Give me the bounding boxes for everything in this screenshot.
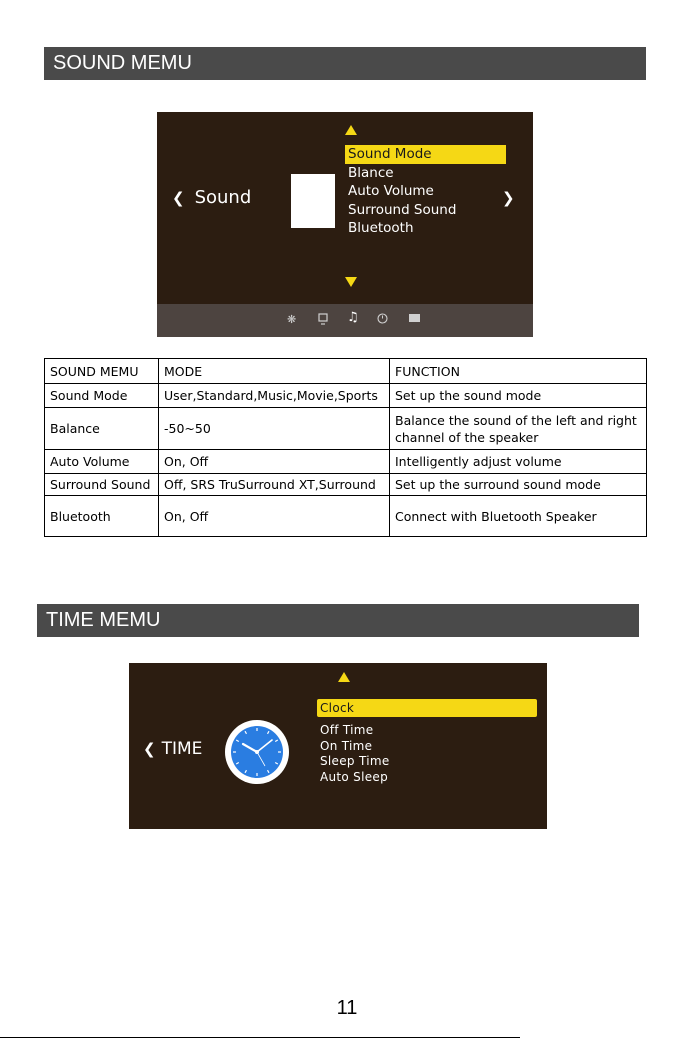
bottom-rule [0,1037,520,1038]
menu-item-on-time[interactable]: On Time [320,738,373,753]
table-row [45,450,647,474]
time-menu-header: TIME MEMU [37,604,639,637]
table-cell: On, Off [159,450,390,474]
up-arrow-icon [338,672,350,682]
time-screen-title [143,739,202,759]
menu-item-sleep-time[interactable]: Sleep Time [320,754,390,768]
table-cell: On, Off [159,496,390,537]
sound-menu-screen [157,112,533,337]
table-row [45,496,647,537]
menu-item-off-time[interactable]: Off Time [320,723,374,737]
sound-title-text: Sound [194,187,252,208]
table-cell: Surround Sound [45,474,159,496]
menu-footer-bar [157,304,533,337]
time-title-text: TIME [161,739,203,759]
menu-item-sound-mode[interactable]: Sound Mode [345,145,506,164]
table-cell: Intelligently adjust volume [390,450,647,474]
page-number: 11 [336,997,358,1019]
sound-menu-list [345,145,506,238]
time-menu-screen [129,663,547,829]
screen-icon [318,313,328,329]
time-menu-list [317,699,537,785]
table-cell: Auto Volume [45,450,159,474]
table-cell: -50~50 [159,408,390,450]
table-header-cell: MODE [159,359,390,384]
chevron-left-icon: ❮ [172,189,185,207]
table-cell: User,Standard,Music,Movie,Sports [159,384,390,408]
lock-icon [409,313,420,327]
table-row [45,474,647,496]
table-cell: Set up the sound mode [390,384,647,408]
menu-item-balance[interactable]: Blance [348,164,394,181]
menu-item-clock[interactable]: Clock [317,699,537,717]
table-header-cell: FUNCTION [390,359,647,384]
music-icon: ♫ [347,310,359,325]
table-cell: Set up the surround sound mode [390,474,647,496]
menu-item-auto-sleep[interactable]: Auto Sleep [320,769,389,784]
table-row [45,408,647,450]
table-cell: Balance [45,408,159,450]
chevron-left-icon: ❮ [143,740,156,758]
sound-screen-title [172,187,251,208]
menu-item-bluetooth[interactable]: Bluetooth [348,220,414,236]
picture-icon: ❋ [287,313,297,326]
table-cell: Connect with Bluetooth Speaker [390,496,647,537]
table-cell: Bluetooth [45,496,159,537]
table-header-cell: SOUND MEMU [45,359,159,384]
table-row [45,384,647,408]
table-header-row [45,359,647,384]
menu-item-surround-sound[interactable]: Surround Sound [348,201,457,218]
sound-menu-header: SOUND MEMU [44,47,646,80]
sound-menu-table [44,358,647,537]
chevron-right-icon: ❯ [502,189,515,207]
menu-item-auto-volume[interactable]: Auto Volume [348,183,434,199]
down-arrow-icon [345,277,357,287]
clock-icon [224,719,290,785]
sound-thumbnail [291,174,335,228]
clock-icon [377,313,388,328]
table-cell: Balance the sound of the left and right channel of the speaker [390,408,647,450]
up-arrow-icon [345,125,357,135]
table-cell: Sound Mode [45,384,159,408]
table-cell: Off, SRS TruSurround XT,Surround [159,474,390,496]
